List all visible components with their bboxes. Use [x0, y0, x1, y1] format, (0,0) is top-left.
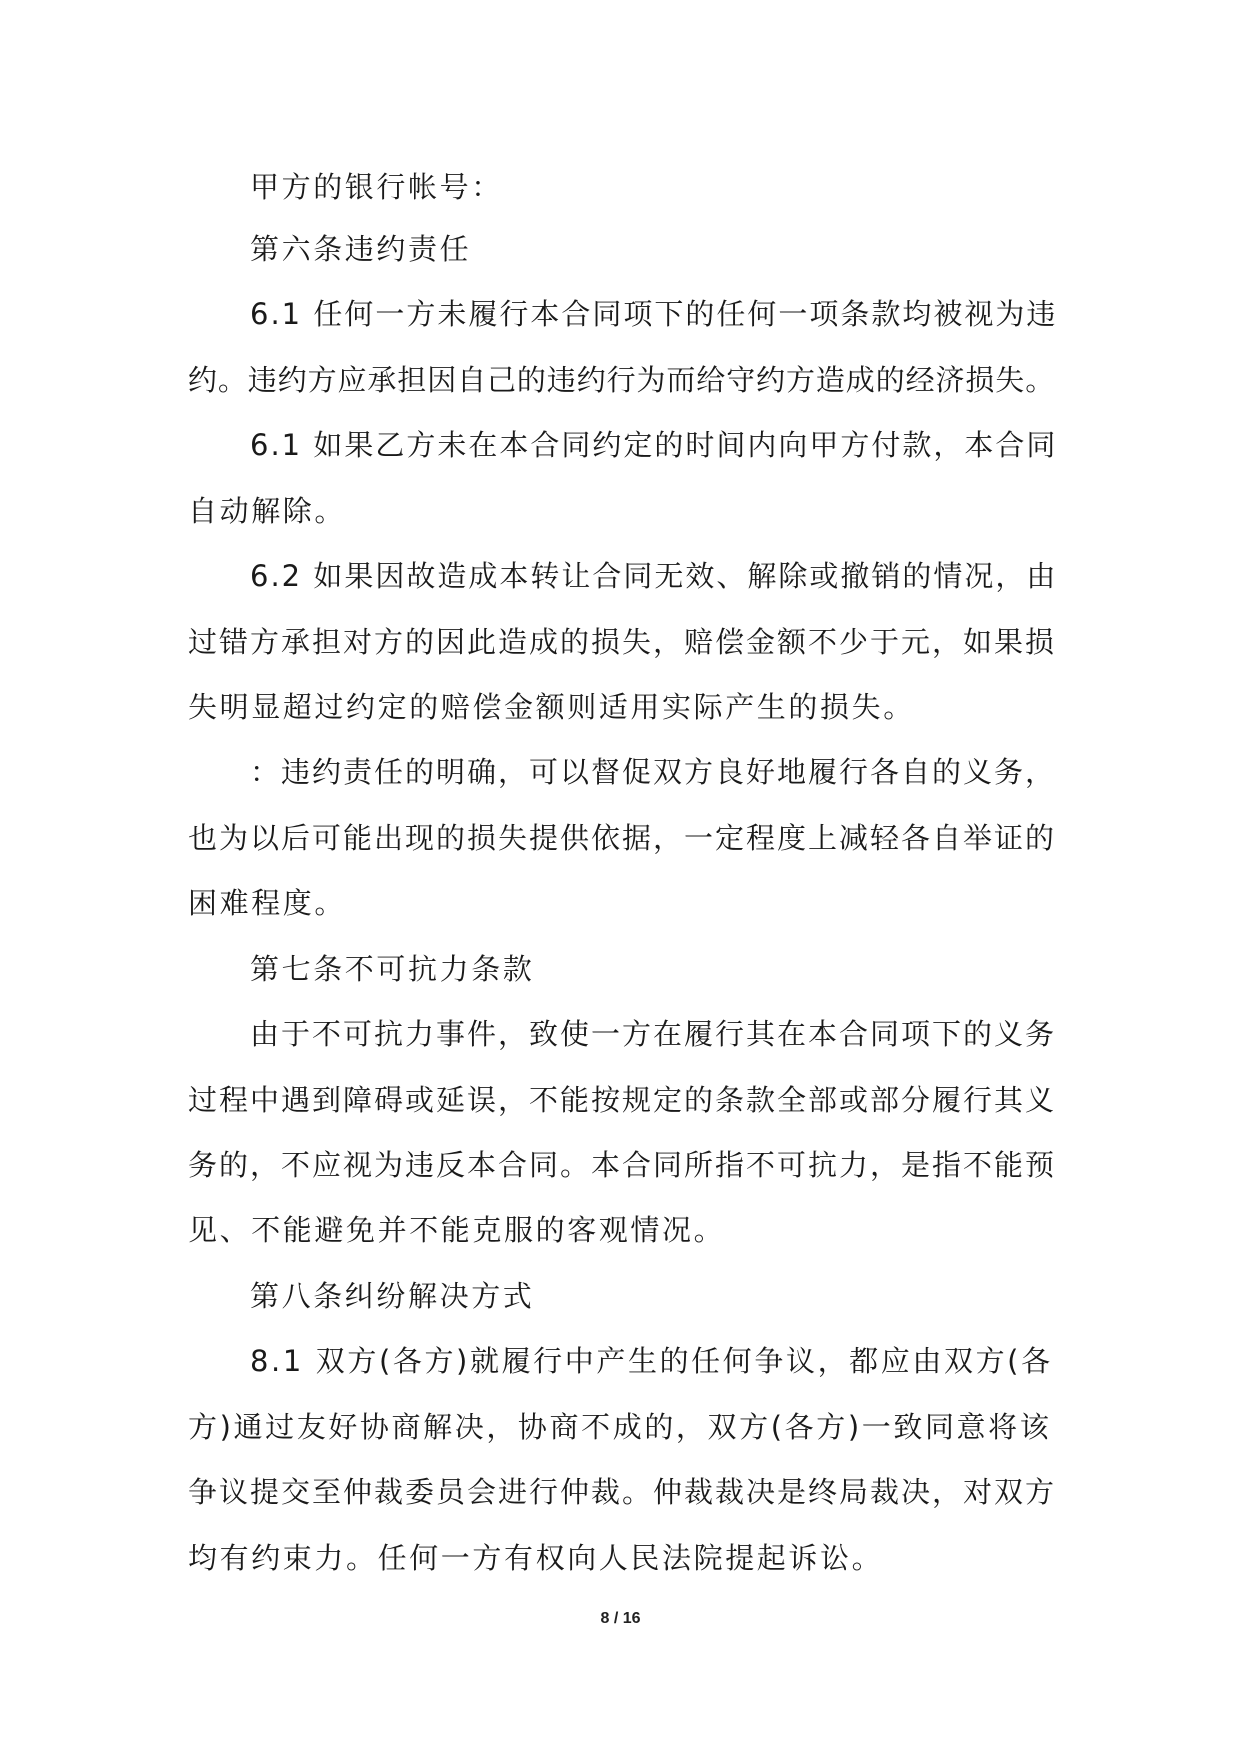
text-line: 甲方的银行帐号： [250, 170, 503, 204]
text-line: 8.1 双方(各方)就履行中产生的任何争议，都应由双方(各 [250, 1344, 1053, 1378]
text-line: 过错方承担对方的因此造成的损失，赔偿金额不少于元，如果损 [188, 625, 1057, 659]
text-line: 6.1 如果乙方未在本合同约定的时间内向甲方付款，本合同 [250, 428, 1058, 462]
section-heading: 第七条不可抗力条款 [250, 952, 535, 986]
text-line: 6.2 如果因故造成本转让合同无效、解除或撤销的情况，由 [250, 559, 1058, 593]
text-line: 方)通过友好协商解决，协商不成的，双方(各方)一致同意将该 [188, 1410, 1052, 1444]
text-line: ：违约责任的明确，可以督促双方良好地履行各自的义务， [250, 755, 1057, 789]
text-line: 也为以后可能出现的损失提供依据，一定程度上减轻各自举证的 [188, 821, 1057, 855]
text-line: 自动解除。 [188, 494, 347, 528]
text-line: 约。违约方应承担因自己的违约行为而给守约方造成的经济损失。 [188, 363, 1056, 397]
section-heading: 第六条违约责任 [250, 232, 472, 266]
text-line: 见、不能避免并不能克服的客观情况。 [188, 1213, 726, 1247]
text-line: 务的，不应视为违反本合同。本合同所指不可抗力，是指不能预 [188, 1148, 1057, 1182]
text-line: 失明显超过约定的赔偿金额则适用实际产生的损失。 [188, 690, 915, 724]
text-line: 困难程度。 [188, 886, 347, 920]
text-line: 争议提交至仲裁委员会进行仲裁。仲裁裁决是终局裁决，对双方 [188, 1475, 1057, 1509]
text-line: 过程中遇到障碍或延误，不能按规定的条款全部或部分履行其义 [188, 1083, 1057, 1117]
page-number: 8 / 16 [600, 1610, 641, 1627]
section-heading: 第八条纠纷解决方式 [250, 1279, 535, 1313]
text-line: 6.1 任何一方未履行本合同项下的任何一项条款均被视为违 [250, 297, 1058, 331]
text-line: 由于不可抗力事件，致使一方在履行其在本合同项下的义务 [250, 1017, 1057, 1051]
text-line: 均有约束力。任何一方有权向人民法院提起诉讼。 [188, 1541, 884, 1575]
